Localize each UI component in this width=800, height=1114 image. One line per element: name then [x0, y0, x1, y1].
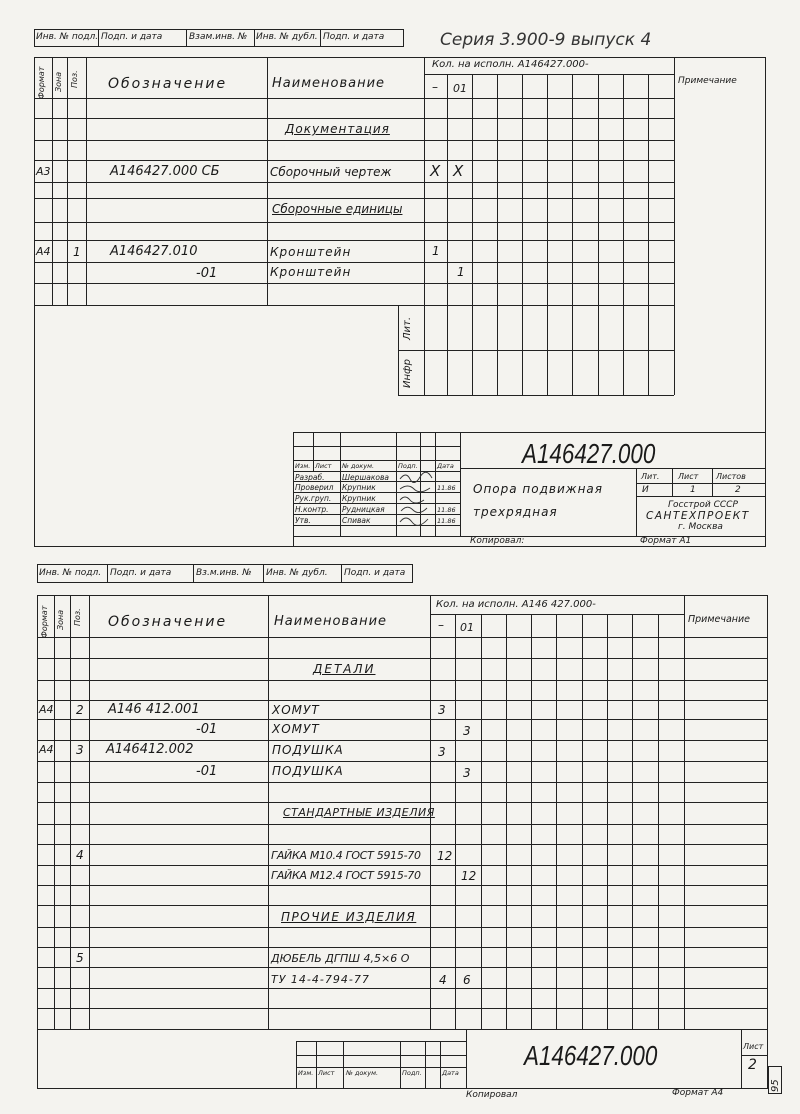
- copied-label-1: Копировал:: [470, 536, 525, 546]
- st2-sign: Подп.: [402, 1069, 422, 1077]
- row-q2: 3: [463, 724, 471, 738]
- doc-title-1: Опора подвижная трехрядная: [473, 482, 604, 519]
- row-pos: 3: [76, 743, 84, 757]
- row-q1: 1: [432, 244, 440, 258]
- row-name: Кронштейн: [270, 245, 352, 259]
- st1-pdate: 11.86: [437, 517, 456, 525]
- row-designation: -01: [196, 722, 218, 737]
- st1-sign: Подп.: [398, 462, 418, 470]
- head2-zone: Зона: [56, 609, 65, 630]
- tab2-inv-dup: Инв. № дубл.: [266, 568, 328, 578]
- row-pos: 1: [73, 245, 81, 259]
- tab-inv-orig: Инв. № подл.: [36, 32, 99, 42]
- st1-pdate: 11.86: [437, 506, 456, 514]
- row-designation: А146427.000 СБ: [110, 164, 220, 179]
- head-zone: Зона: [54, 71, 63, 92]
- row-name: ГАЙКА М12.4 ГОСТ 5915-70: [271, 869, 421, 882]
- head2-pos: Поз.: [73, 608, 82, 626]
- row-pos: 4: [76, 848, 84, 862]
- row-pos: 2: [76, 703, 84, 717]
- row-designation: -01: [196, 764, 218, 779]
- st1-person: Крупник: [342, 494, 376, 503]
- st1-sheet-val: 1: [690, 485, 696, 495]
- section-documentation: Документация: [285, 122, 390, 136]
- lit-label: Лит.: [402, 316, 413, 340]
- row-name: ГАЙКА М10.4 ГОСТ 5915-70: [271, 849, 421, 862]
- series-note: Серия 3.900-9 выпуск 4: [440, 30, 652, 50]
- tab2-sign-date: Подп. и дата: [110, 568, 172, 578]
- row-q1: 4: [439, 973, 447, 987]
- st1-docnum: № докум.: [342, 462, 375, 470]
- head-col-dash: –: [432, 80, 438, 94]
- infr-label: Инфр: [402, 359, 413, 388]
- st1-org2: САНТЕХПРОЕКТ: [646, 510, 750, 522]
- row-q1: X: [430, 162, 441, 180]
- row-pos: 5: [76, 951, 84, 965]
- st1-role: Проверил: [295, 483, 334, 492]
- head-qty: Кол. на исполн. А146427.000-: [432, 59, 589, 70]
- head2-col-dash: –: [438, 618, 444, 632]
- format-label-2: Формат А4: [672, 1088, 724, 1098]
- row-q2: 12: [461, 869, 477, 883]
- st2-docnum: № докум.: [346, 1069, 379, 1077]
- row-q2: 6: [463, 973, 471, 987]
- row-q1: 3: [438, 703, 446, 717]
- st2-izm: Изм.: [298, 1069, 314, 1077]
- st1-org: Госстрой СССР: [668, 500, 738, 510]
- head-name: Наименование: [272, 76, 386, 91]
- st1-role: Разраб.: [295, 473, 325, 482]
- format-label-1: Формат А1: [640, 536, 692, 546]
- head2-format: Формат: [40, 605, 49, 638]
- row-name: ПОДУШКА: [272, 764, 344, 778]
- tab2-replace-inv: Вз.м.инв. №: [196, 568, 252, 578]
- st1-pdate: 11.86: [437, 484, 456, 492]
- st1-person: Рудницкая: [342, 505, 385, 514]
- st1-person: Спивак: [342, 516, 371, 525]
- section-assembly-units: Сборочные единицы: [272, 202, 403, 216]
- st1-lit-val: И: [642, 485, 649, 495]
- row-name: Сборочный чертеж: [270, 165, 392, 179]
- head-format: Формат: [37, 66, 46, 99]
- st1-sheets-val: 2: [735, 485, 741, 495]
- row-name: ПОДУШКА: [272, 743, 344, 757]
- tab2-sign-date-2: Подп. и дата: [344, 568, 406, 578]
- st2-sheet-head: Лист: [743, 1042, 764, 1051]
- row-q1: 3: [438, 745, 446, 759]
- st2-list: Лист: [318, 1069, 335, 1077]
- st1-role: Н.контр.: [295, 505, 329, 514]
- st2-sheet-val: 2: [748, 1057, 757, 1073]
- st1-role: Утв.: [295, 516, 311, 525]
- row-format: A4: [39, 703, 54, 716]
- tab2-inv-orig: Инв. № подл.: [39, 568, 102, 578]
- row-format: A4: [36, 245, 51, 258]
- st1-sheet-head: Лист: [678, 472, 699, 481]
- signatures-graphic: [397, 470, 435, 534]
- head-col-01: 01: [453, 82, 467, 95]
- row-q1: 12: [437, 849, 453, 863]
- st1-person: Крупник: [342, 483, 376, 492]
- tab-sign-date: Подп. и дата: [101, 32, 163, 42]
- st1-izm: Изм.: [295, 462, 311, 470]
- tab-sign-date-2: Подп. и дата: [323, 32, 385, 42]
- row-name: ХОМУТ: [272, 722, 320, 736]
- row-designation: А146 412.001: [108, 702, 200, 717]
- head-designation: Обозначение: [108, 76, 228, 92]
- head-pos: Поз.: [70, 70, 79, 88]
- row-q2: 1: [457, 265, 465, 279]
- st2-date: Дата: [442, 1069, 459, 1077]
- head2-name: Наименование: [274, 614, 388, 629]
- row-designation: А146427.010: [110, 244, 198, 259]
- row-name: Кронштейн: [270, 265, 352, 279]
- tab-inv-dup: Инв. № дубл.: [256, 32, 318, 42]
- row-format: A3: [36, 165, 51, 178]
- head-note: Примечание: [678, 76, 737, 86]
- head2-qty: Кол. на исполн. А146 427.000-: [436, 599, 596, 610]
- row-q2: X: [453, 162, 464, 180]
- page-number: 95: [770, 1079, 781, 1092]
- head2-note: Примечание: [688, 614, 751, 625]
- row-name: ХОМУТ: [272, 703, 320, 717]
- doc-code-2: А146427.000: [524, 1040, 658, 1071]
- head2-designation: Обозначение: [108, 614, 228, 630]
- st1-list: Лист: [315, 462, 332, 470]
- st1-lit-head: Лит.: [641, 472, 660, 481]
- row-name: ТУ 14-4-794-77: [271, 973, 370, 986]
- row-designation: -01: [196, 266, 218, 281]
- copied-label-2: Копировал: [466, 1090, 518, 1100]
- row-name: ДЮБЕЛЬ ДГПШ 4,5×6 О: [271, 952, 410, 965]
- st1-person: Шершакова: [342, 473, 389, 482]
- st1-date: Дата: [437, 462, 454, 470]
- row-q2: 3: [463, 766, 471, 780]
- row-format: A4: [39, 743, 54, 756]
- row-designation: А146412.002: [106, 742, 194, 757]
- tab-replace-inv: Взам.инв. №: [189, 32, 248, 42]
- doc-code-1: А146427.000: [522, 438, 656, 469]
- section-standard: СТАНДАРТНЫЕ ИЗДЕЛИЯ: [283, 806, 435, 819]
- head2-col-01: 01: [460, 621, 474, 634]
- st1-org3: г. Москва: [678, 522, 723, 532]
- st1-role: Рук.груп.: [295, 494, 332, 503]
- section-other: ПРОЧИЕ ИЗДЕЛИЯ: [281, 910, 417, 924]
- st1-sheets-head: Листов: [716, 472, 746, 481]
- section-details: ДЕТАЛИ: [313, 662, 376, 676]
